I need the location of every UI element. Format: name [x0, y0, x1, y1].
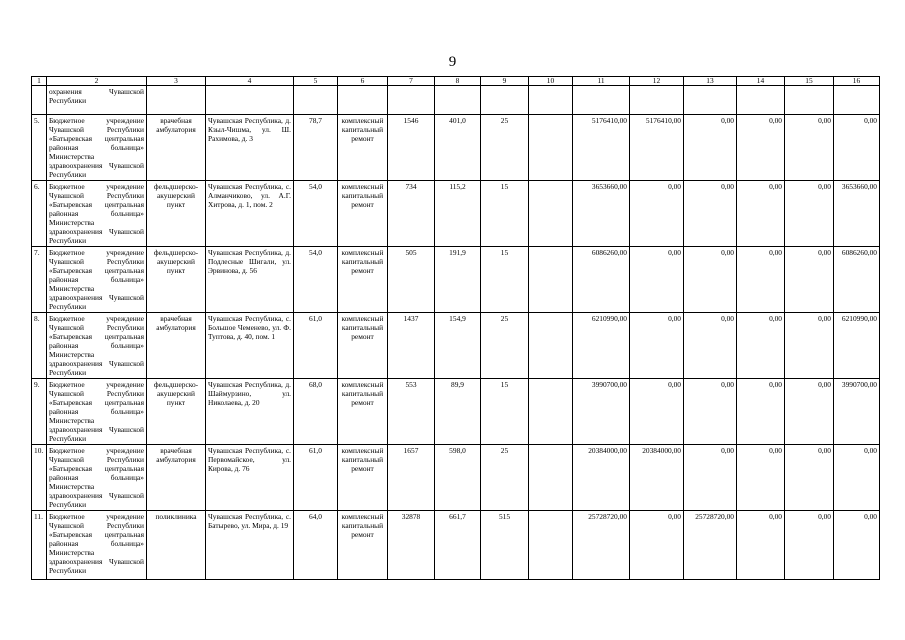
col-9-cell: 25	[481, 115, 529, 181]
col-9-cell: 515	[481, 511, 529, 580]
col-10-cell	[529, 181, 573, 247]
work-type-cell: комплексный капитальный ремонт	[338, 511, 388, 580]
column-number-10: 10	[529, 77, 573, 86]
work-type-cell: комплексный капитальный ремонт	[338, 313, 388, 379]
col-12-cell: 0,00	[630, 379, 684, 445]
col-11-cell: 6210990,00	[573, 313, 630, 379]
table-row	[32, 115, 880, 181]
col-11-cell: 25728720,00	[573, 511, 630, 580]
continuation-cell-6	[338, 86, 388, 115]
continuation-cell-9	[481, 86, 529, 115]
col-14-cell: 0,00	[737, 115, 785, 181]
continuation-owner-cell: охранения Чувашской Республики	[47, 86, 147, 115]
col-13-cell: 0,00	[684, 247, 737, 313]
continuation-cell-14	[737, 86, 785, 115]
col-7-cell: 734	[388, 181, 435, 247]
col-11-cell: 20384000,00	[573, 445, 630, 511]
col-5-cell: 54,0	[294, 247, 338, 313]
continuation-cell-7	[388, 86, 435, 115]
column-number-3: 3	[147, 77, 206, 86]
col-13-cell: 25728720,00	[684, 511, 737, 580]
col-10-cell	[529, 247, 573, 313]
col-12-cell: 0,00	[630, 247, 684, 313]
col-15-cell: 0,00	[785, 181, 834, 247]
address-cell: Чувашская Республика, с. Большое Чеменево, ул. Ф. Туптова, д. 40, пом. 1	[206, 313, 294, 379]
col-12-cell: 0,00	[630, 511, 684, 580]
col-7-cell: 553	[388, 379, 435, 445]
col-13-cell: 0,00	[684, 115, 737, 181]
col-9-cell: 15	[481, 247, 529, 313]
address-cell: Чувашская Республика, с. Первомайское, ул. Кирова, д. 76	[206, 445, 294, 511]
col-7-cell: 32878	[388, 511, 435, 580]
column-number-row	[32, 77, 880, 86]
col-16-cell: 0,00	[834, 511, 880, 580]
continuation-cell-8	[435, 86, 481, 115]
row-number-cell: 5.	[32, 115, 47, 181]
address-cell: Чувашская Республика, д. Подлесные Шигали, ул. Эрвинова, д. 56	[206, 247, 294, 313]
col-14-cell: 0,00	[737, 313, 785, 379]
continuation-cell-11	[573, 86, 630, 115]
col-16-cell: 6210990,00	[834, 313, 880, 379]
continuation-cell-3	[147, 86, 206, 115]
col-14-cell: 0,00	[737, 247, 785, 313]
facility-type-cell: врачебная амбулатория	[147, 313, 206, 379]
continuation-cell-10	[529, 86, 573, 115]
row-number-cell: 8.	[32, 313, 47, 379]
owner-cell: Бюджетное учреждение Чувашской Республики «Батыревская центральная районная больница» Министерства здравоохранения Чувашской Республики	[47, 511, 147, 580]
col-7-cell: 1546	[388, 115, 435, 181]
continuation-cell-15	[785, 86, 834, 115]
continuation-row	[32, 86, 880, 115]
col-8-cell: 115,2	[435, 181, 481, 247]
facility-type-cell: фельдшерско-акушерский пункт	[147, 247, 206, 313]
col-15-cell: 0,00	[785, 511, 834, 580]
facilities-table	[31, 76, 880, 580]
work-type-cell: комплексный капитальный ремонт	[338, 445, 388, 511]
continuation-cell-1	[32, 86, 47, 115]
col-13-cell: 0,00	[684, 379, 737, 445]
col-11-cell: 6086260,00	[573, 247, 630, 313]
owner-cell: Бюджетное учреждение Чувашской Республики «Батыревская центральная районная больница» Министерства здравоохранения Чувашской Республики	[47, 247, 147, 313]
col-12-cell: 20384000,00	[630, 445, 684, 511]
facility-type-cell: фельдшерско-акушерский пункт	[147, 379, 206, 445]
col-11-cell: 3990700,00	[573, 379, 630, 445]
owner-cell: Бюджетное учреждение Чувашской Республики «Батыревская центральная районная больница» Министерства здравоохранения Чувашской Республики	[47, 445, 147, 511]
column-number-6: 6	[338, 77, 388, 86]
col-5-cell: 64,0	[294, 511, 338, 580]
continuation-cell-4	[206, 86, 294, 115]
column-number-5: 5	[294, 77, 338, 86]
col-16-cell: 3653660,00	[834, 181, 880, 247]
continuation-cell-12	[630, 86, 684, 115]
col-9-cell: 25	[481, 445, 529, 511]
row-number-cell: 11.	[32, 511, 47, 580]
col-8-cell: 598,0	[435, 445, 481, 511]
continuation-cell-16	[834, 86, 880, 115]
col-15-cell: 0,00	[785, 379, 834, 445]
col-10-cell	[529, 313, 573, 379]
col-16-cell: 6086260,00	[834, 247, 880, 313]
col-5-cell: 68,0	[294, 379, 338, 445]
table-row	[32, 313, 880, 379]
work-type-cell: комплексный капитальный ремонт	[338, 181, 388, 247]
owner-cell: Бюджетное учреждение Чувашской Республики «Батыревская центральная районная больница» Министерства здравоохранения Чувашской Республики	[47, 379, 147, 445]
col-12-cell: 5176410,00	[630, 115, 684, 181]
row-number-cell: 9.	[32, 379, 47, 445]
col-13-cell: 0,00	[684, 313, 737, 379]
col-14-cell: 0,00	[737, 511, 785, 580]
col-12-cell: 0,00	[630, 181, 684, 247]
column-number-7: 7	[388, 77, 435, 86]
col-9-cell: 15	[481, 379, 529, 445]
row-number-cell: 6.	[32, 181, 47, 247]
table-row	[32, 445, 880, 511]
address-cell: Чувашская Республика, с. Батырево, ул. Мира, д. 19	[206, 511, 294, 580]
column-number-9: 9	[481, 77, 529, 86]
facility-type-cell: врачебная амбулатория	[147, 115, 206, 181]
col-8-cell: 401,0	[435, 115, 481, 181]
row-number-cell: 10.	[32, 445, 47, 511]
column-number-4: 4	[206, 77, 294, 86]
col-10-cell	[529, 445, 573, 511]
work-type-cell: комплексный капитальный ремонт	[338, 115, 388, 181]
col-15-cell: 0,00	[785, 115, 834, 181]
owner-cell: Бюджетное учреждение Чувашской Республики «Батыревская центральная районная больница» Министерства здравоохранения Чувашской Республики	[47, 115, 147, 181]
col-10-cell	[529, 379, 573, 445]
col-16-cell: 3990700,00	[834, 379, 880, 445]
col-8-cell: 661,7	[435, 511, 481, 580]
continuation-cell-5	[294, 86, 338, 115]
col-14-cell: 0,00	[737, 181, 785, 247]
facility-type-cell: фельдшерско-акушерский пункт	[147, 181, 206, 247]
owner-cell: Бюджетное учреждение Чувашской Республики «Батыревская центральная районная больница» Министерства здравоохранения Чувашской Республики	[47, 313, 147, 379]
page-number: 9	[448, 54, 457, 70]
col-10-cell	[529, 511, 573, 580]
owner-cell: Бюджетное учреждение Чувашской Республики «Батыревская центральная районная больница» Министерства здравоохранения Чувашской Республики	[47, 181, 147, 247]
facility-type-cell: поликлиника	[147, 511, 206, 580]
col-8-cell: 191,9	[435, 247, 481, 313]
col-7-cell: 1657	[388, 445, 435, 511]
col-13-cell: 0,00	[684, 181, 737, 247]
col-5-cell: 61,0	[294, 445, 338, 511]
col-5-cell: 61,0	[294, 313, 338, 379]
col-8-cell: 154,9	[435, 313, 481, 379]
col-15-cell: 0,00	[785, 247, 834, 313]
column-number-16: 16	[834, 77, 880, 86]
continuation-cell-13	[684, 86, 737, 115]
col-5-cell: 54,0	[294, 181, 338, 247]
col-9-cell: 15	[481, 181, 529, 247]
col-10-cell	[529, 115, 573, 181]
col-16-cell: 0,00	[834, 445, 880, 511]
col-7-cell: 505	[388, 247, 435, 313]
col-15-cell: 0,00	[785, 313, 834, 379]
col-7-cell: 1437	[388, 313, 435, 379]
col-5-cell: 78,7	[294, 115, 338, 181]
col-14-cell: 0,00	[737, 379, 785, 445]
col-11-cell: 3653660,00	[573, 181, 630, 247]
column-number-12: 12	[630, 77, 684, 86]
col-13-cell: 0,00	[684, 445, 737, 511]
column-number-13: 13	[684, 77, 737, 86]
column-number-15: 15	[785, 77, 834, 86]
col-16-cell: 0,00	[834, 115, 880, 181]
column-number-8: 8	[435, 77, 481, 86]
col-14-cell: 0,00	[737, 445, 785, 511]
work-type-cell: комплексный капитальный ремонт	[338, 379, 388, 445]
col-15-cell: 0,00	[785, 445, 834, 511]
column-number-11: 11	[573, 77, 630, 86]
column-number-14: 14	[737, 77, 785, 86]
column-number-2: 2	[47, 77, 147, 86]
table-row	[32, 181, 880, 247]
col-12-cell: 0,00	[630, 313, 684, 379]
address-cell: Чувашская Республика, д. Кзыл-Чишма, ул. Ш. Рахимова, д. 3	[206, 115, 294, 181]
address-cell: Чувашская Республика, с. Алманчиково, ул. А.Г. Хитрова, д. 1, пом. 2	[206, 181, 294, 247]
col-8-cell: 89,9	[435, 379, 481, 445]
table-row	[32, 247, 880, 313]
address-cell: Чувашская Республика, д. Шаймурзино, ул. Николаева, д. 20	[206, 379, 294, 445]
table-row	[32, 511, 880, 580]
facility-type-cell: врачебная амбулатория	[147, 445, 206, 511]
table-row	[32, 379, 880, 445]
column-number-1: 1	[32, 77, 47, 86]
work-type-cell: комплексный капитальный ремонт	[338, 247, 388, 313]
col-11-cell: 5176410,00	[573, 115, 630, 181]
col-9-cell: 25	[481, 313, 529, 379]
row-number-cell: 7.	[32, 247, 47, 313]
